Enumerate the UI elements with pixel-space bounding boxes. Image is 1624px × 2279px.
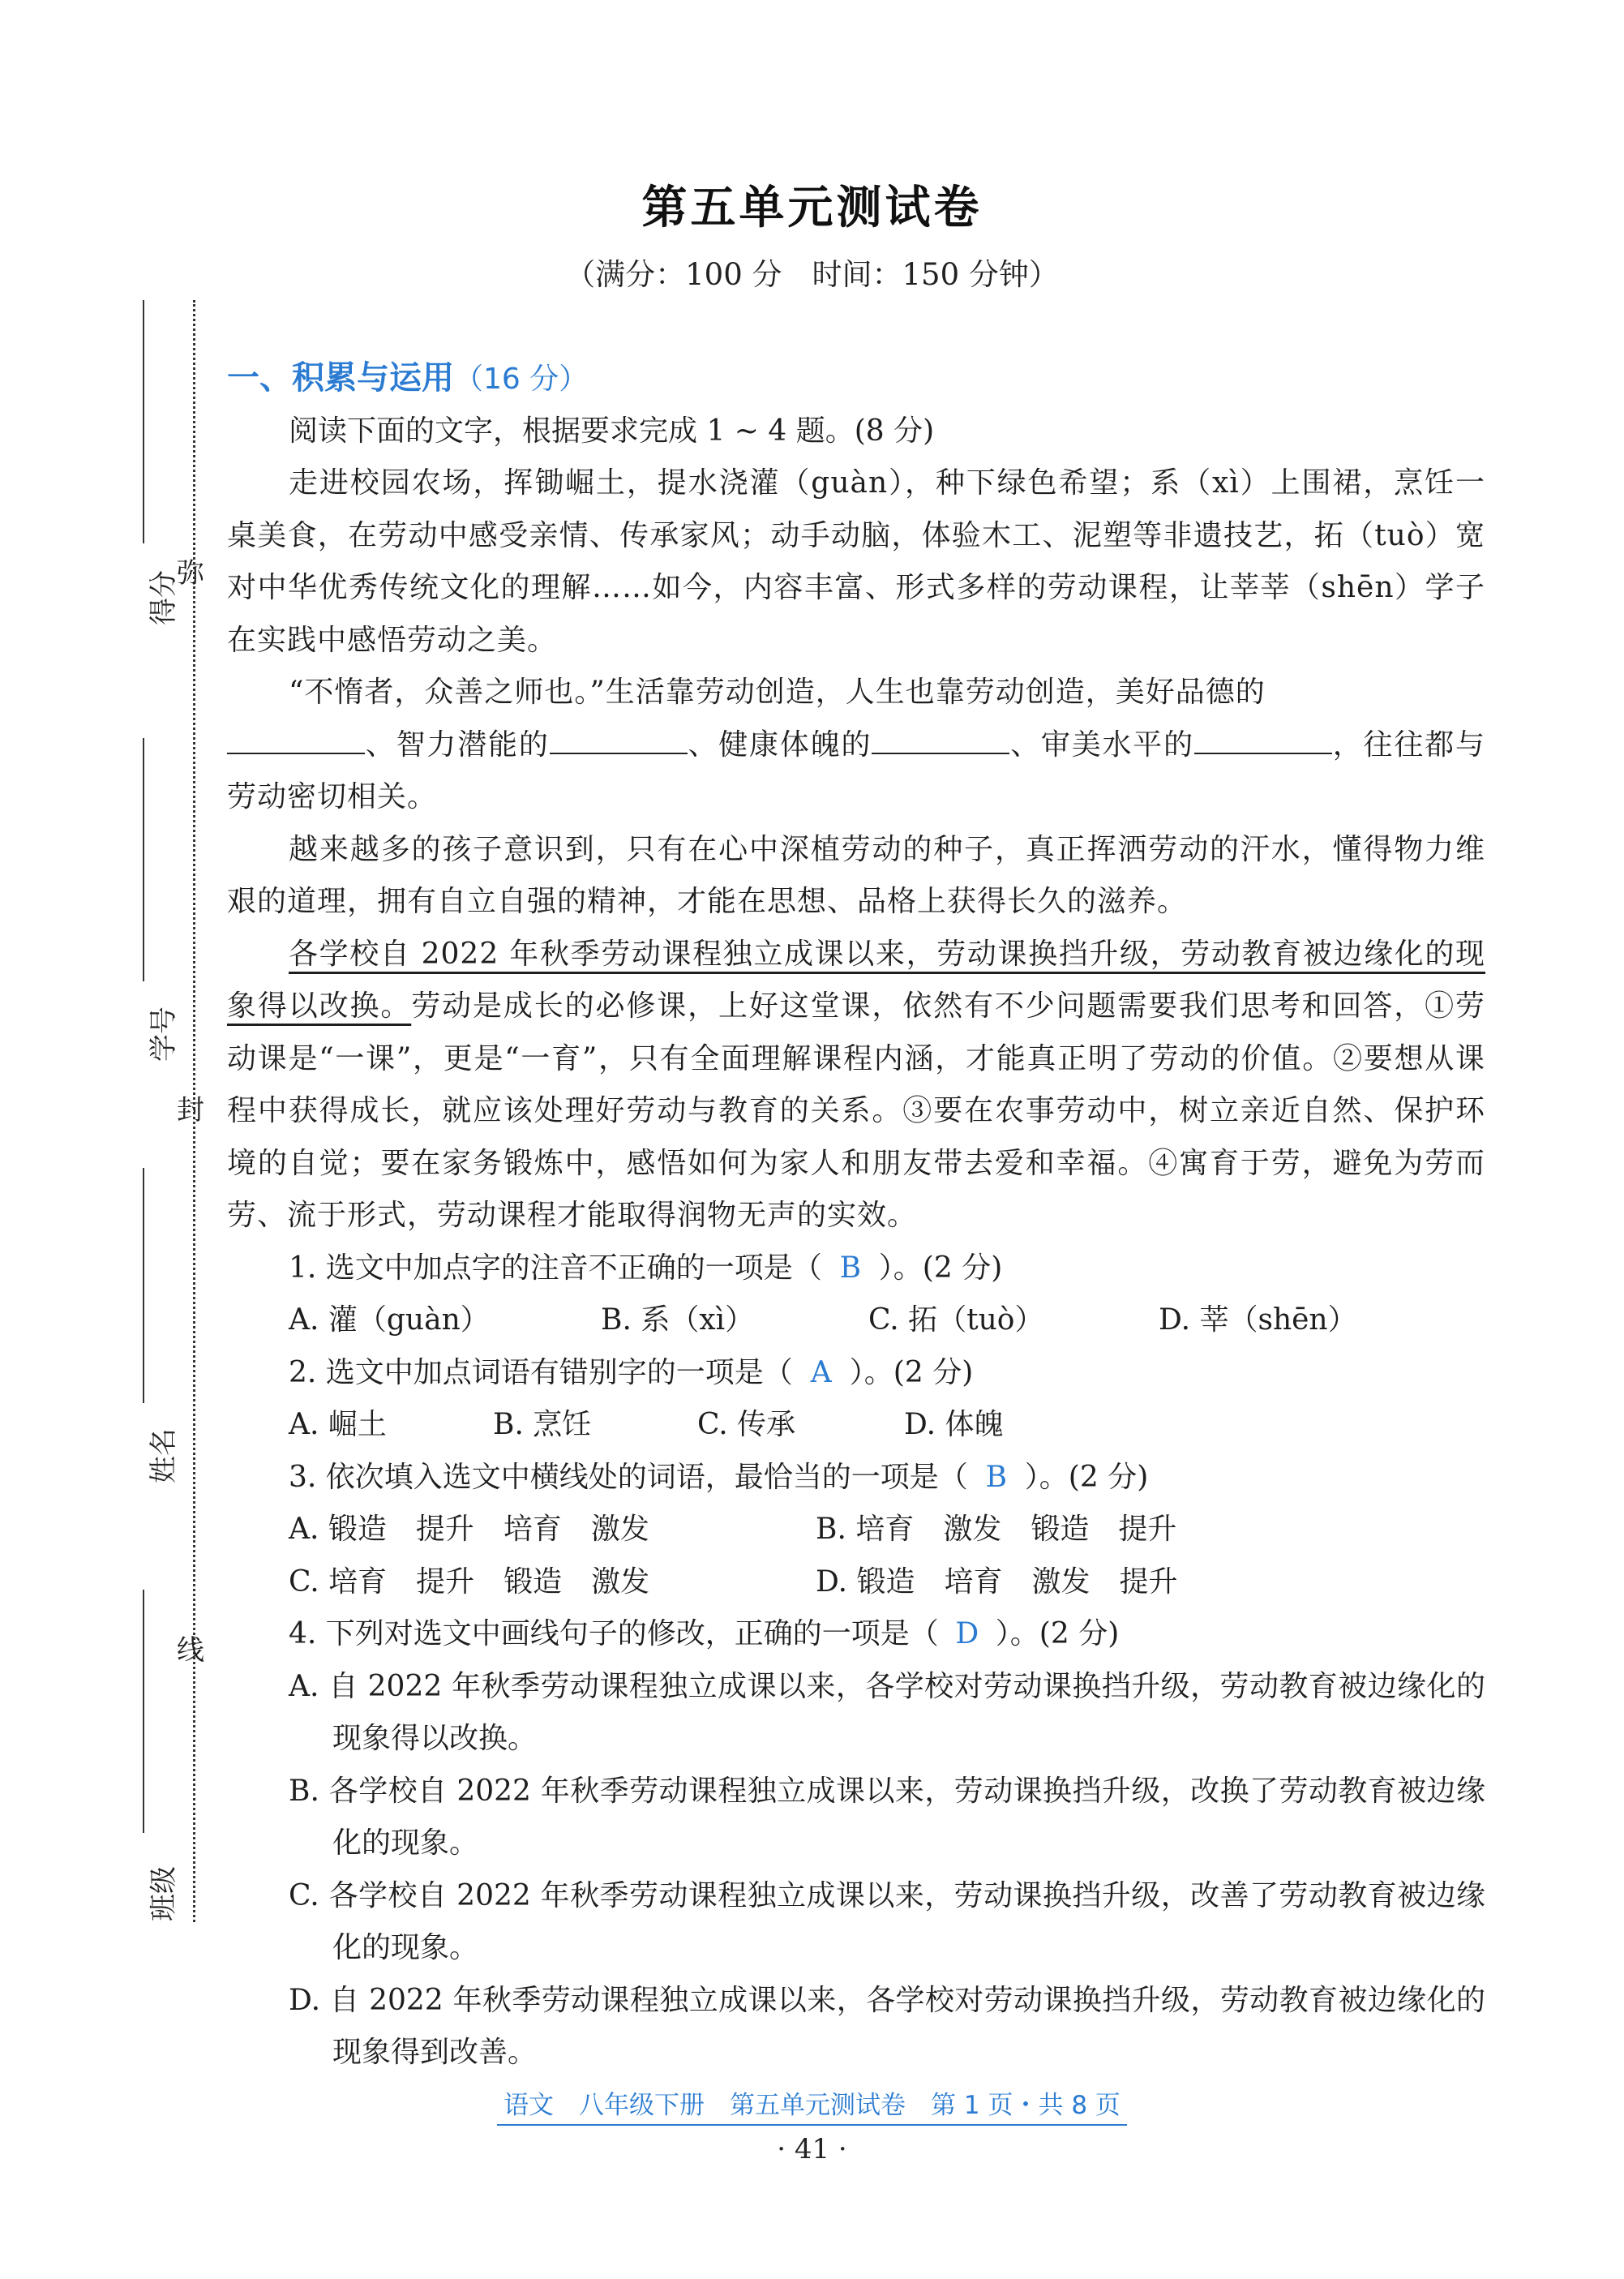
q3-score: ）。(2 分): [1024, 1460, 1149, 1494]
name-blank-line: [143, 1168, 144, 1403]
student-id-label: 学号: [148, 1006, 180, 1062]
binding-word-mi: 弥: [177, 557, 204, 590]
para2-text-a: “不惰者，众善之师也。”生活靠劳动创造，人生也靠劳动创造，美好品德的: [289, 676, 1266, 709]
q3-answer[interactable]: B: [985, 1460, 1008, 1494]
q2-option-c[interactable]: C. 传承: [697, 1408, 796, 1441]
q4-option-d[interactable]: D. 自 2022 年秋季劳动课程独立成课以来，各学校对劳动课换挡升级，劳动教育被边缘化的现象得到改善。: [289, 1983, 1485, 2069]
q3-option-c[interactable]: C. 培育 提升 锻造 激发: [289, 1564, 650, 1599]
passage-paragraph-3: 越来越多的孩子意识到，只有在心中深植劳动的种子，真正挥洒劳动的汗水，懂得物力维艰的道理，拥有自立自强的精神，才能在思想、品格上获得长久的滋养。: [227, 832, 1485, 918]
q1-stem: 1. 选文中加点字的注音不正确的一项是（: [289, 1251, 822, 1285]
q1-score: ）。(2 分): [878, 1251, 1003, 1285]
q2-stem: 2. 选文中加点词语有错别字的一项是（: [289, 1355, 793, 1389]
passage-paragraph-1: 走进校园农场，挥锄崛土，提水浇灌（guàn），种下绿色希望；系（xì）上围裙，烹饪一桌美食，在劳动中感受亲情、传承家风；动手动脑，体验木工、泥塑等非遗技艺，拓（tuò）宽对中华优秀传统文化的理解……如今，内容丰富、形式多样的劳动课程，让莘莘（shēn）学子在实践中感悟劳动之美。: [227, 466, 1485, 657]
passage-paragraph-4: [227, 929, 1485, 1243]
reading-instruction: 阅读下面的文字，根据要求完成 1 ~ 4 题。(8 分): [289, 414, 935, 448]
q3-option-a[interactable]: A. 锻造 提升 培育 激发: [289, 1513, 649, 1546]
q3-stem: 3. 依次填入选文中横线处的词语，最恰当的一项是（: [289, 1460, 968, 1494]
q4-score: ）。(2 分): [995, 1617, 1120, 1650]
q3-option-d[interactable]: D. 锻造 培育 激发 提升: [816, 1564, 1178, 1599]
student-id-blank-line: [143, 738, 144, 981]
q3-option-b[interactable]: B. 培育 激发 锻造 提升: [816, 1513, 1177, 1546]
q3-options-row-2: [227, 1556, 1485, 1609]
footer-text: 语文 八年级下册 第五单元测试卷 第 1 页・共 8 页: [497, 2084, 1127, 2126]
para2-text-d: 、审美水平的: [1009, 727, 1194, 762]
question-1: [227, 1243, 1485, 1295]
fill-blank-2[interactable]: [550, 728, 688, 754]
section-heading: [227, 350, 1485, 406]
question-3: [227, 1452, 1485, 1504]
q4-option-c[interactable]: C. 各学校自 2022 年秋季劳动课程独立成课以来，劳动课换挡升级，改善了劳动教育被边缘化的现象。: [289, 1878, 1485, 1964]
score-label: 得分: [148, 570, 180, 625]
fill-blank-3[interactable]: [872, 728, 1009, 754]
q1-option-c[interactable]: C. 拓（tuò）: [868, 1303, 1044, 1337]
exam-info: （满分：100 分 时间：150 分钟）: [565, 257, 1059, 292]
q4-stem: 4. 下列对选文中画线句子的修改，正确的一项是（: [289, 1617, 939, 1650]
q1-answer[interactable]: B: [839, 1251, 862, 1285]
q2-score: ）。(2 分): [849, 1355, 974, 1389]
q1-option-a[interactable]: A. 灌（guàn）: [289, 1303, 490, 1337]
question-4: [227, 1608, 1485, 1661]
underlined-sentence: 各学校自 2022 年秋季劳动课程独立成课以来，劳动课换挡升级，劳动教育被边缘化的现象得以改换。: [227, 937, 1485, 1023]
page-number: · 41 ·: [777, 2133, 847, 2165]
binding-word-feng: 封: [177, 1094, 204, 1127]
q4-option-a[interactable]: A. 自 2022 年秋季劳动课程独立成课以来，各学校对劳动课换挡升级，劳动教育被边缘化的现象得以改换。: [289, 1669, 1485, 1755]
class-blank-line: [143, 1590, 144, 1833]
q1-option-d[interactable]: D. 莘（shēn）: [1159, 1303, 1357, 1337]
para2-text-c: 、健康体魄的: [687, 727, 872, 762]
section-title: 一、积累与运用: [227, 359, 454, 397]
q1-options: [227, 1294, 1485, 1347]
para2-text-e: ，往往都与劳动密切相关。: [227, 727, 1485, 813]
fill-blank-1[interactable]: [227, 728, 365, 754]
q2-option-b[interactable]: B. 烹饪: [493, 1408, 592, 1441]
q4-option-b[interactable]: B. 各学校自 2022 年秋季劳动课程独立成课以来，劳动课换挡升级，改换了劳动教育被边缘化的现象。: [289, 1774, 1485, 1860]
q1-option-b[interactable]: B. 系（xì）: [601, 1303, 755, 1337]
name-label: 姓名: [148, 1428, 180, 1483]
q2-options: [227, 1399, 1485, 1452]
class-label: 班级: [148, 1866, 180, 1921]
question-2: [227, 1347, 1485, 1400]
score-blank-line: [143, 300, 144, 543]
passage-paragraph-2: [227, 667, 1485, 824]
q4-answer[interactable]: D: [955, 1617, 979, 1650]
q2-answer[interactable]: A: [810, 1355, 832, 1389]
binding-word-xian: 线: [177, 1634, 204, 1667]
para4-rest: 劳动是成长的必修课，上好这堂课，依然有不少问题需要我们思考和回答，①劳动课是“一课”，更是“一育”，只有全面理解课程内涵，才能真正明了劳动的价值。②要想从课程中获得成长，就应该处理好劳动与教育的关系。③要在农事劳动中，树立亲近自然、保护环境的自觉；要在家务锻炼中，感悟如何为家人和朋友带去爱和幸福。④寓育于劳，避免为劳而劳、流于形式，劳动课程才能取得润物无声的实效。: [227, 989, 1485, 1232]
q2-option-d[interactable]: D. 体魄: [904, 1408, 1004, 1441]
q2-option-a[interactable]: A. 崛土: [289, 1408, 387, 1441]
page-footer: [0, 2084, 1624, 2126]
section-score: （16 分）: [454, 363, 589, 396]
page-title: 第五单元测试卷: [641, 182, 983, 234]
main-content: [227, 350, 1485, 2079]
fill-blank-4[interactable]: [1194, 728, 1332, 754]
para2-text-b: 、智力潜能的: [365, 727, 550, 762]
q3-options-row-1: [227, 1504, 1485, 1556]
